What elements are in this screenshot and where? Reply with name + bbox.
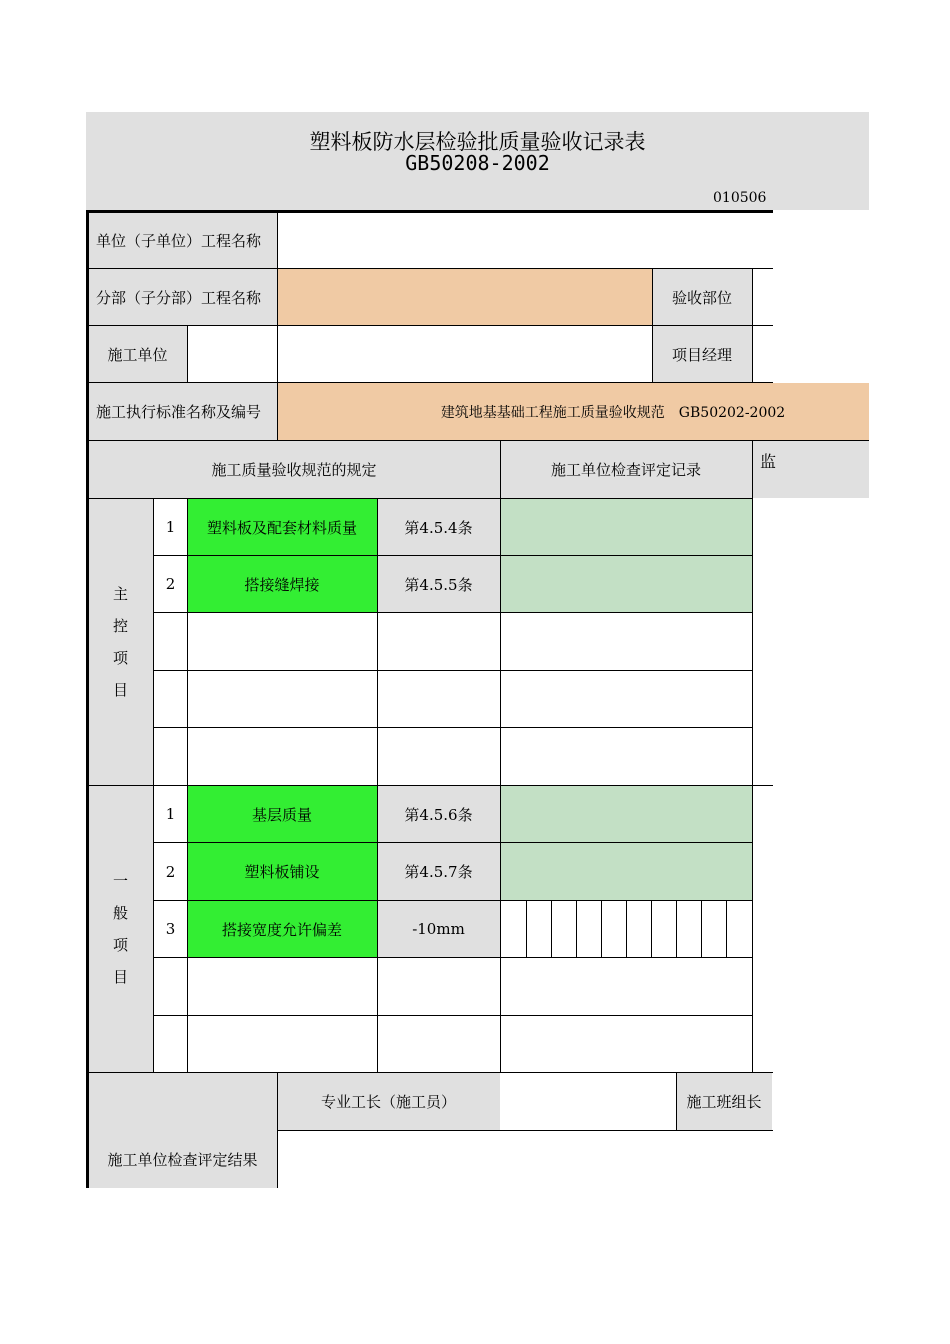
general-item-record[interactable]: [500, 786, 752, 842]
grid-line: [88, 785, 773, 786]
general-item-clause: 第4.5.6条: [377, 786, 500, 842]
unit-project-value[interactable]: [277, 213, 773, 268]
construction-unit-label: 施工单位: [88, 326, 187, 382]
grid-line: [153, 499, 154, 1072]
check-record-header: 施工单位检查评定记录: [500, 441, 752, 498]
grid-line: [187, 499, 188, 1072]
sub-project-value[interactable]: [277, 269, 652, 325]
general-item-record[interactable]: [500, 843, 752, 900]
main-control-char: 控: [112, 617, 128, 635]
measure-divider: [601, 901, 602, 957]
main-item-clause: 第4.5.5条: [377, 556, 500, 612]
general-item-clause: 第4.5.7条: [377, 843, 500, 900]
main-control-char: 目: [112, 681, 128, 699]
foreman-label: 专业工长（施工员）: [277, 1073, 500, 1130]
check-result-label: 施工单位检查评定结果: [107, 1151, 258, 1169]
main-item-no: 2: [165, 575, 176, 593]
general-item-name: 基层质量: [187, 786, 377, 842]
main-control-char: 项: [112, 649, 128, 667]
measure-divider: [651, 901, 652, 957]
grid-line: [676, 1073, 677, 1130]
main-control-label: [88, 499, 153, 785]
measure-divider: [551, 901, 552, 957]
measure-divider: [701, 901, 702, 957]
main-item-no: 1: [165, 518, 176, 536]
grid-line: [153, 727, 752, 728]
grid-line: [153, 670, 752, 671]
grid-line: [153, 1015, 752, 1016]
standard-code: GB50208-2002: [405, 151, 550, 175]
execution-standard-value[interactable]: 建筑地基基础工程施工质量验收规范 GB50202-2002: [277, 383, 869, 440]
form-title: 塑料板防水层检验批质量验收记录表: [309, 130, 646, 154]
grid-line: [187, 326, 188, 382]
supervision-header: [752, 441, 869, 498]
measure-divider: [576, 901, 577, 957]
grid-line: [500, 441, 501, 1072]
foreman-value[interactable]: [500, 1073, 676, 1130]
general-label: [88, 786, 153, 1072]
grid-line: [88, 1072, 773, 1073]
main-item-name: 塑料板及配套材料质量: [187, 499, 377, 555]
sub-project-label: 分部（子分部）工程名称: [88, 269, 277, 325]
execution-standard-label: 施工执行标准名称及编号: [88, 383, 277, 440]
main-item-name: 搭接缝焊接: [187, 556, 377, 612]
main-item-record[interactable]: [500, 556, 752, 612]
unit-project-label: 单位（子单位）工程名称: [88, 213, 277, 268]
grid-line: [277, 213, 278, 440]
grid-line: [88, 268, 773, 269]
measure-divider: [726, 901, 727, 957]
grid-line: [652, 269, 653, 382]
main-control-char: 主: [112, 585, 128, 603]
general-item-no: 1: [165, 805, 176, 823]
grid-line: [86, 210, 89, 1188]
grid-line: [88, 382, 773, 383]
team-leader-label: 施工班组长: [676, 1073, 772, 1130]
project-manager-label: 项目经理: [652, 326, 752, 382]
grid-line: [277, 1073, 278, 1188]
measure-divider: [626, 901, 627, 957]
grid-line: [153, 900, 752, 901]
grid-line: [153, 555, 752, 556]
general-char: 项: [112, 936, 128, 954]
measure-divider: [526, 901, 527, 957]
acceptance-part-label: 验收部位: [652, 269, 752, 325]
grid-line: [377, 499, 378, 1072]
grid-line: [88, 325, 773, 326]
spec-rules-header: 施工质量验收规范的规定: [88, 441, 500, 498]
supervision-header-text: 监: [760, 452, 777, 471]
main-item-record[interactable]: [500, 499, 752, 555]
grid-line: [153, 612, 752, 613]
measure-divider: [676, 901, 677, 957]
general-item-no: 3: [165, 920, 176, 938]
grid-line: [752, 269, 753, 382]
general-item-no: 2: [165, 862, 176, 881]
grid-line: [153, 842, 752, 843]
general-item-clause: -10mm: [377, 901, 500, 957]
general-item-name: 塑料板铺设: [187, 843, 377, 900]
general-char: 般: [112, 904, 128, 922]
grid-line: [86, 210, 773, 213]
general-item-name: 搭接宽度允许偏差: [187, 901, 377, 957]
grid-line: [277, 1130, 773, 1131]
construction-unit-value[interactable]: [187, 326, 652, 382]
grid-line: [153, 957, 752, 958]
form-code: 010506: [713, 190, 767, 206]
grid-line: [752, 441, 753, 1072]
general-char: 目: [112, 968, 128, 986]
main-item-clause: 第4.5.4条: [377, 499, 500, 555]
general-char: 一: [112, 872, 128, 890]
